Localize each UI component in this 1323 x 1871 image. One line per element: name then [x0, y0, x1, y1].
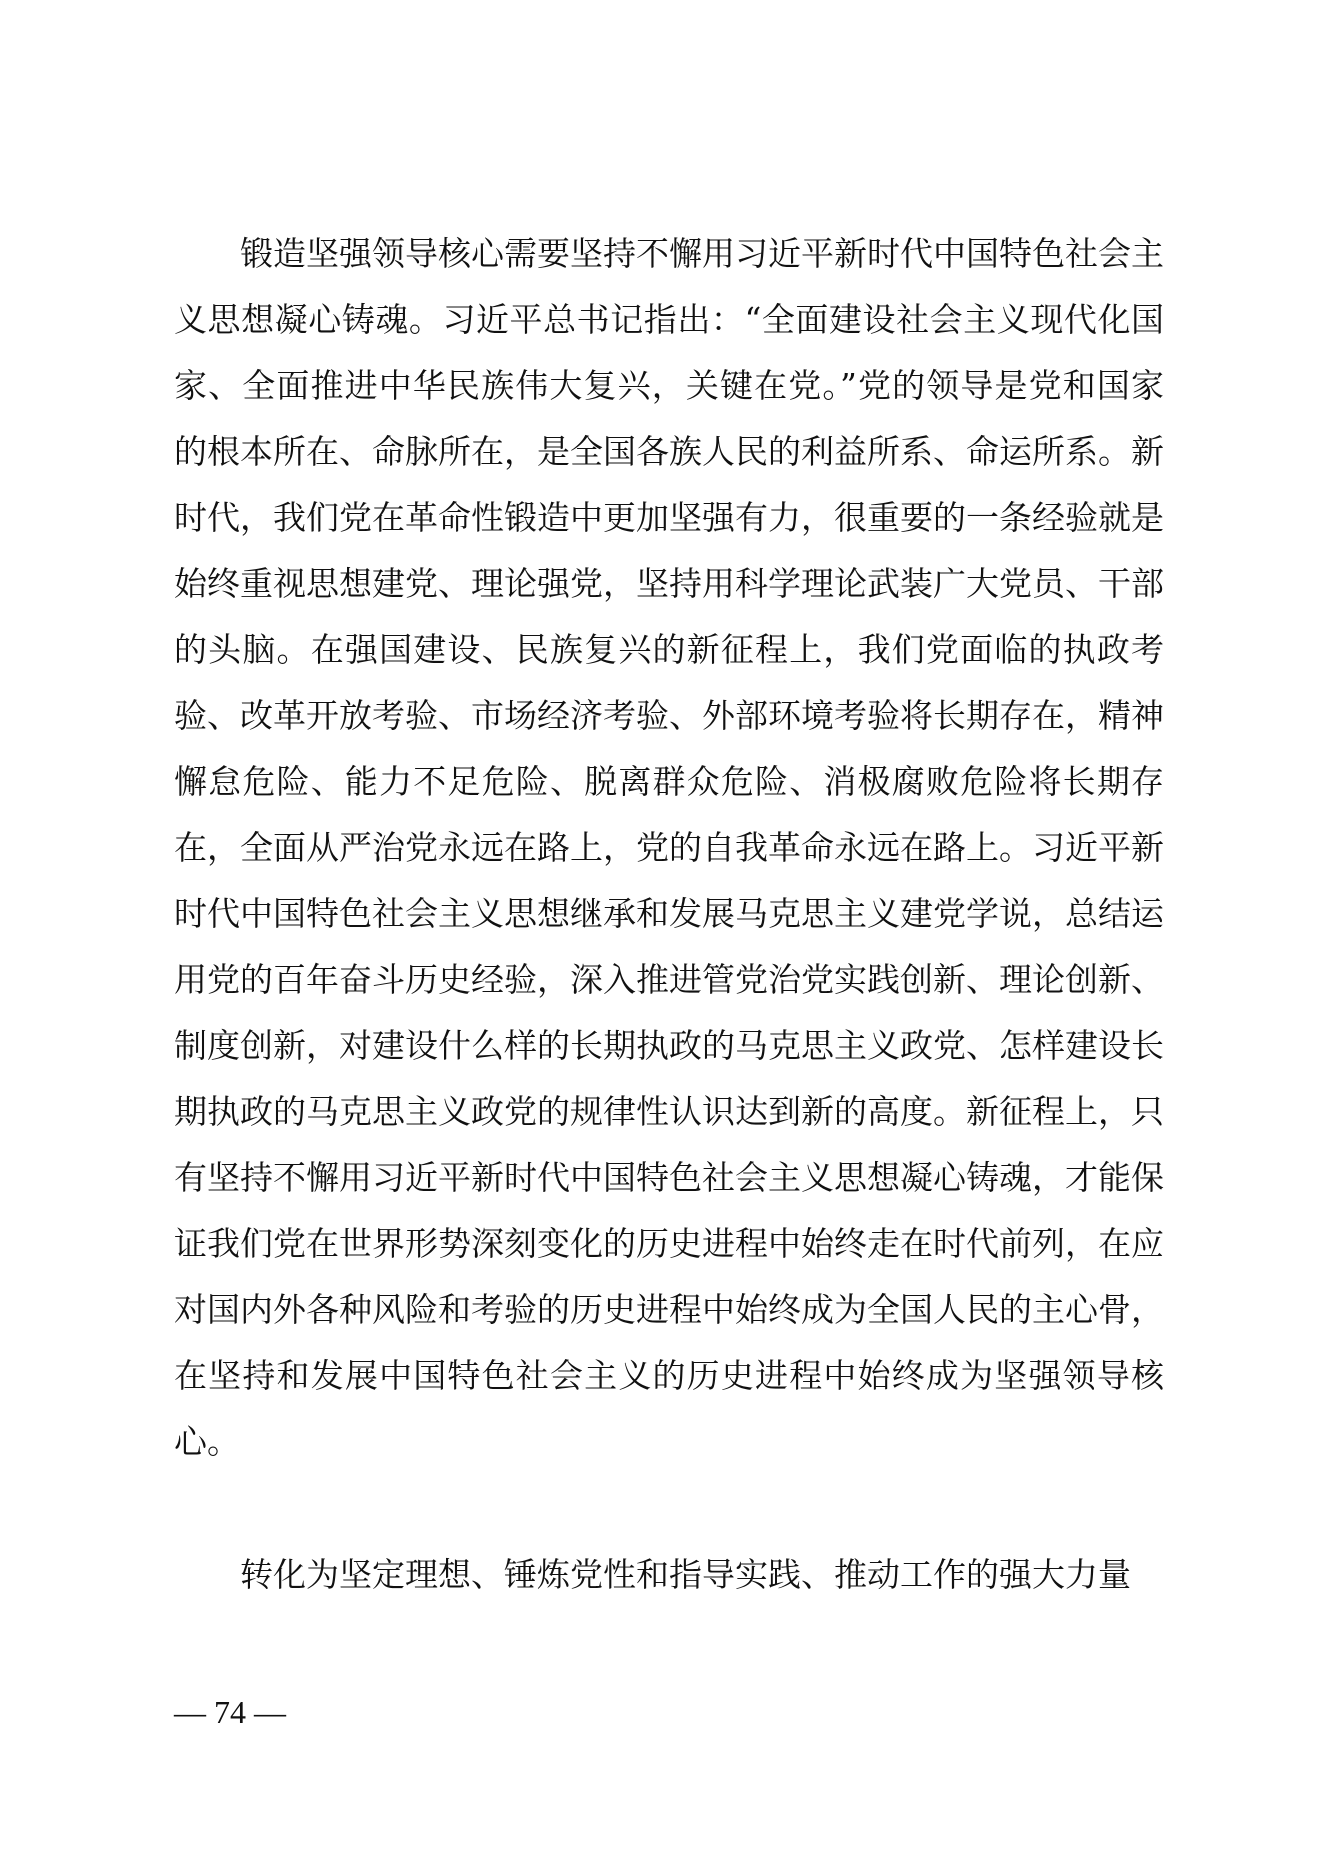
section-heading-block — [174, 1542, 1164, 1608]
body-text-block — [174, 221, 1164, 1475]
section-heading: 转化为坚定理想、锤炼党性和指导实践、推动工作的强大力量 — [240, 1555, 1131, 1594]
page-number: — 74 — — [174, 1694, 286, 1730]
body-paragraph: 锻造坚强领导核心需要坚持不懈用习近平新时代中国特色社会主义思想凝心铸魂。习近平总书记指出：“全面建设社会主义现代化国家、全面推进中华民族伟大复兴，关键在党。”党的领导是党和国家的根本所在、命脉所在，是全国各族人民的利益所系、命运所系。新时代，我们党在革命性锻造中更加坚强有力，很重要的一条经验就是始终重视思想建党、理论强党，坚持用科学理论武装广大党员、干部的头脑。在强国建设、民族复兴的新征程上，我们党面临的执政考验、改革开放考验、市场经济考验、外部环境考验将长期存在，精神懈怠危险、能力不足危险、脱离群众危险、消极腐败危险将长期存在，全面从严治党永远在路上，党的自我革命永远在路上。习近平新时代中国特色社会主义思想继承和发展马克思主义建党学说，总结运用党的百年奋斗历史经验，深入推进管党治党实践创新、理论创新、制度创新，对建设什么样的长期执政的马克思主义政党、怎样建设长期执政的马克思主义政党的规律性认识达到新的高度。新征程上，只有坚持不懈用习近平新时代中国特色社会主义思想凝心铸魂，才能保证我们党在世界形势深刻变化的历史进程中始终走在时代前列，在应对国内外各种风险和考验的历史进程中始终成为全国人民的主心骨，在坚持和发展中国特色社会主义的历史进程中始终成为坚强领导核心。 — [174, 234, 1164, 1461]
